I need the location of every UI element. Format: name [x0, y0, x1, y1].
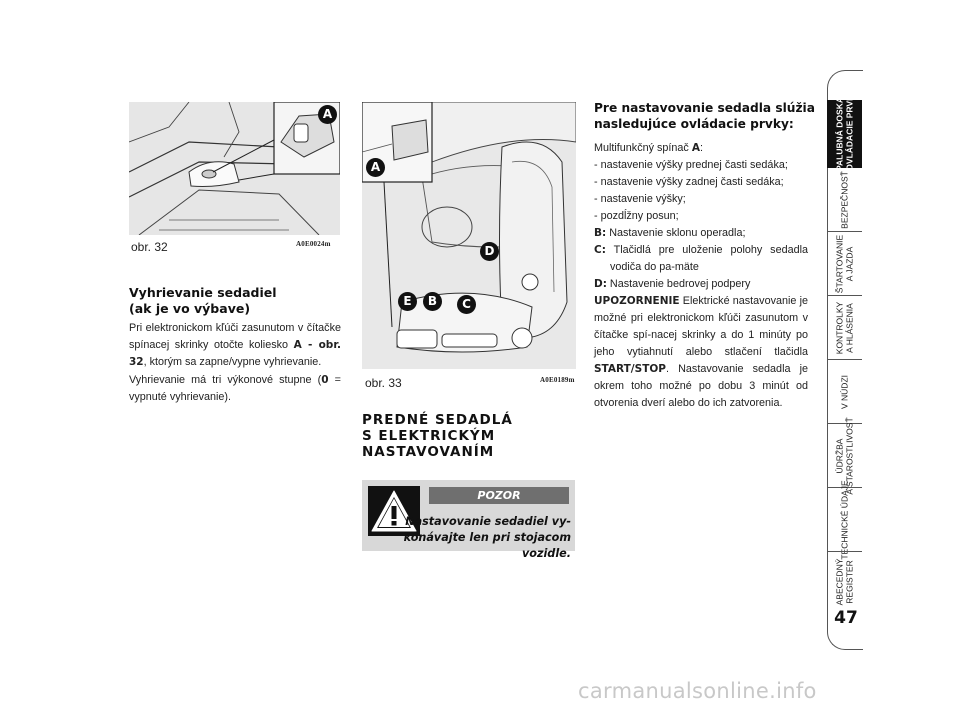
callout-d-fig33: D [480, 242, 499, 261]
tab-palubna-doska[interactable] [827, 89, 862, 179]
warning-text [368, 514, 571, 562]
control-b-line: B: Nastavenie sklonu operadla; [594, 227, 746, 239]
tab-bezpecnost[interactable] [827, 168, 862, 232]
figure-33-code: A0E0189m [540, 376, 575, 384]
heated-seats-para-1: Pri elektronickom kľúči zasunutom v čítačke spínacej skrinky otočte koliesko A - obr. 32, ktorým sa zapne/vypne vyhrievanie. [129, 322, 341, 368]
section-heading-line-3: NASTAVOVANÍM [362, 444, 495, 460]
tab-kontrolky[interactable] [827, 296, 862, 360]
heading-line-1: Vyhrievanie sedadiel [129, 285, 277, 300]
controls-text [594, 140, 808, 412]
list-item: - pozdĺžny posun; [594, 210, 679, 222]
controls-heading-line-2: nasledujúce ovládacie prvky: [594, 117, 794, 131]
callout-a-fig32: A [318, 105, 337, 124]
tab-label: ŠTARTOVANIE A JAZDA [834, 234, 854, 294]
heading-line-2: (ak je vo výbave) [129, 301, 251, 316]
tab-label: TECHNICKÉ ÚDAJE [838, 480, 849, 560]
note-keyword: UPOZORNENIE [594, 295, 680, 307]
list-item: - nastavenie výšky prednej časti sedáka; [594, 159, 788, 171]
multifunction-switch-line: Multifunkčný spínač A: [594, 142, 703, 154]
tab-label: V NÚDZI [838, 375, 849, 409]
section-heading-line-2: S ELEKTRICKÝM [362, 428, 496, 444]
start-stop-button-ref: START/STOP [594, 363, 666, 375]
tab-startovanie[interactable] [827, 232, 862, 296]
section-heading-line-1: PREDNÉ SEDADLÁ [362, 412, 513, 428]
tab-label: PALUBNÁ DOSKA A OVLÁDACIE PRVKY [834, 89, 854, 179]
warning-text-line-2: konávajte len pri stojacom vozidle. [403, 531, 571, 560]
callout-e-fig33: E [398, 292, 417, 311]
tab-udrzba[interactable] [827, 417, 862, 495]
warning-label: POZOR [429, 487, 569, 504]
control-d-line: D: Nastavenie bedrovej podpery [594, 278, 751, 290]
controls-heading-line-1: Pre nastavovanie sedadla slúžia [594, 101, 815, 115]
figure-33-image [362, 102, 576, 369]
callout-b-fig33: B [423, 292, 442, 311]
figure-33-caption: obr. 33 [365, 376, 402, 390]
controls-heading [594, 100, 815, 132]
figure-32-code: A0E0024m [296, 240, 331, 248]
figure-32-image [129, 102, 340, 235]
list-item: - nastavenie výšky; [594, 193, 686, 205]
heated-seats-para-2: Vyhrievanie má tri výkonové stupne (0 = vypnuté vyhrievanie). [129, 374, 341, 403]
figure-32-caption: obr. 32 [131, 240, 168, 254]
tab-label: KONTROLKY A HLÁSENIA [834, 301, 854, 355]
figure-reference: A - obr. 32 [129, 339, 341, 368]
warning-box [362, 480, 575, 560]
tab-v-nudzi[interactable] [827, 360, 862, 424]
note-paragraph: UPOZORNENIE Elektrické nastavovanie je možné pri elektronickom kľúči zasunutom v čítačke spí-nacej skrinky a do 1 minúty po jeho vytiahnutí alebo stlačení tlačidla START/STOP. Nastavovanie sedadla je okrem toho možné po dobu 3 minút od otvorenia dverí alebo do ich zatvorenia. [594, 295, 808, 409]
electric-seats-heading [362, 412, 513, 460]
tab-abecedny-register[interactable] [827, 552, 862, 612]
callout-a-fig33: A [366, 158, 385, 177]
tab-technicke-udaje[interactable] [827, 480, 862, 560]
tab-label: ABECEDNÝ REGISTER [834, 558, 854, 606]
tab-label: ÚDRŽBA A STAROSTLIVOSŤ [834, 417, 854, 495]
heated-seats-heading [129, 285, 277, 317]
tab-label: BEZPEČNOSŤ [838, 171, 849, 229]
heated-seats-text [129, 320, 341, 406]
warning-text-line-1: Nastavovanie sedadiel vy- [405, 515, 571, 528]
page-number: 47 [834, 608, 858, 628]
callout-c-fig33: C [457, 295, 476, 314]
control-c-line: C: Tlačidlá pre uloženie polohy sedadla vodiča do pa-mäte [594, 244, 808, 273]
list-item: - nastavenie výšky zadnej časti sedáka; [594, 176, 784, 188]
watermark: carmanualsonline.info [578, 679, 817, 703]
